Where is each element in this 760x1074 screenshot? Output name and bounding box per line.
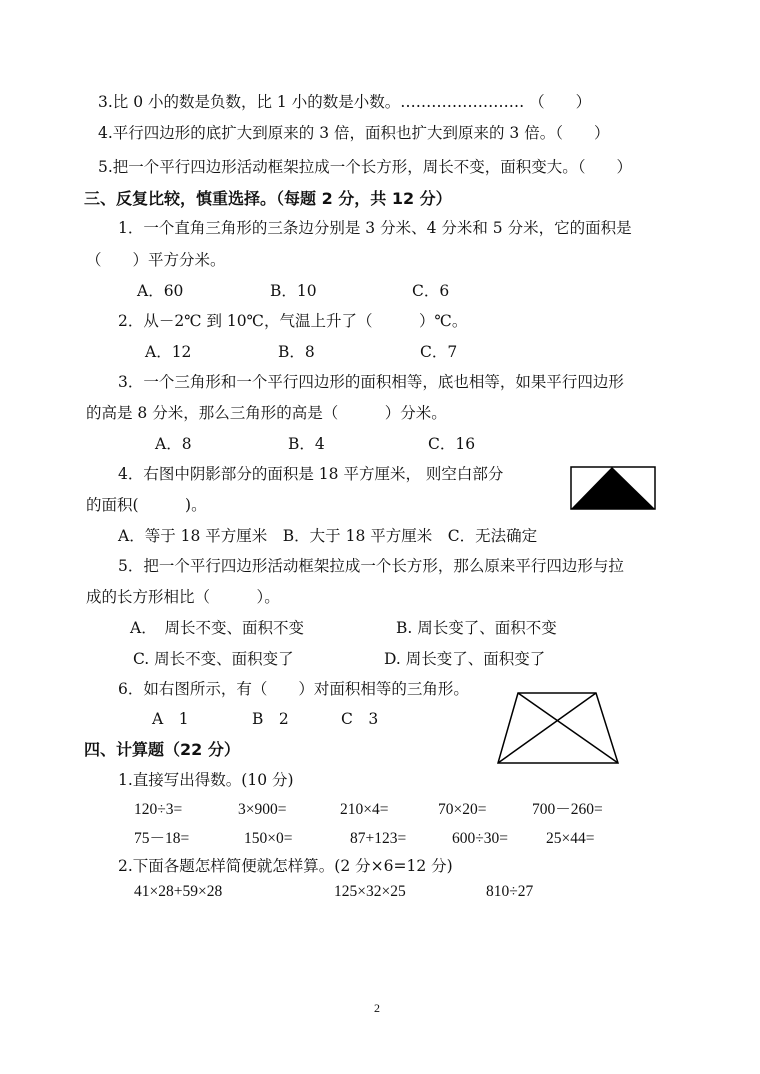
calc-item: 600÷30=: [452, 830, 508, 847]
calc-item: 810÷27: [486, 883, 534, 900]
diagonal-2: [498, 693, 596, 763]
s3-q2-option-a: A．12: [145, 343, 192, 361]
diagonal-1: [518, 693, 618, 763]
shaded-triangle-figure: [570, 466, 656, 510]
s4-part1: 1.直接写出得数。(10 分): [118, 771, 294, 789]
s3-q3-line1: 3．一个三角形和一个平行四边形的面积相等，底也相等，如果平行四边形: [118, 373, 624, 391]
s3-q3-line2: 的高是 8 分米，那么三角形的高是（ ）分米。: [86, 404, 447, 422]
calc-item: 125×32×25: [334, 883, 406, 900]
section4-title: 四、计算题（22 分）: [84, 740, 240, 759]
s3-q4-line1: 4．右图中阴影部分的面积是 18 平方厘米， 则空白部分: [118, 465, 504, 483]
page-number: 2: [374, 1001, 380, 1015]
s3-q1-line2: （ ）平方分米。: [86, 251, 226, 269]
s3-q6-option-c: C 3: [341, 710, 379, 728]
s3-q3-option-b: B．4: [288, 435, 325, 453]
s3-q6: 6．如右图所示，有（ ）对面积相等的三角形。: [118, 680, 469, 698]
s3-q5-option-c: C. 周长不变、面积变了: [133, 650, 294, 668]
calc-item: 41×28+59×28: [134, 883, 223, 900]
judge-q4: 4.平行四边形的底扩大到原来的 3 倍，面积也扩大到原来的 3 倍。（ ）: [98, 124, 610, 142]
calc-item: 210×4=: [340, 801, 389, 818]
calc-item: 75－18=: [134, 830, 190, 847]
s3-q2-option-b: B．8: [278, 343, 315, 361]
s3-q5-option-b: B. 周长变了、面积不变: [396, 619, 557, 637]
calc-item: 70×20=: [438, 801, 487, 818]
s3-q6-option-b: B 2: [252, 710, 289, 728]
calc-item: 120÷3=: [134, 801, 183, 818]
s3-q3-option-a: A．8: [155, 435, 192, 453]
calc-item: 700－260=: [532, 801, 603, 818]
judge-q3: 3.比 0 小的数是负数，比 1 小的数是小数。…………………… （ ）: [98, 93, 592, 111]
calc-item: 25×44=: [546, 830, 595, 847]
s3-q5-line2: 成的长方形相比（ ）。: [86, 588, 280, 606]
calc-item: 87+123=: [350, 830, 407, 847]
trapezoid-outline: [498, 693, 618, 763]
s3-q5-option-d: D. 周长变了、面积变了: [384, 650, 546, 668]
s3-q6-option-a: A 1: [152, 710, 189, 728]
s3-q1-option-c: C．6: [412, 282, 450, 300]
calc-item: 150×0=: [244, 830, 293, 847]
s3-q5-line1: 5．把一个平行四边形活动框架拉成一个长方形，那么原来平行四边形与拉: [118, 557, 624, 575]
s3-q5-option-a: A． 周长不变、面积不变: [130, 619, 304, 637]
s3-q2-option-c: C．7: [420, 343, 458, 361]
section3-title: 三、反复比较，慎重选择。（每题 2 分，共 12 分）: [84, 189, 452, 208]
s3-q3-option-c: C．16: [428, 435, 476, 453]
s3-q4-line2: 的面积( )。: [86, 496, 207, 514]
s4-part2: 2.下面各题怎样简便就怎样算。(2 分×6=12 分): [118, 857, 453, 875]
s3-q4-options: A．等于 18 平方厘米 B．大于 18 平方厘米 C．无法确定: [118, 527, 538, 545]
calc-item: 3×900=: [238, 801, 287, 818]
judge-q5: 5.把一个平行四边形活动框架拉成一个长方形，周长不变，面积变大。（ ）: [98, 158, 633, 176]
s3-q1-line1: 1．一个直角三角形的三条边分别是 3 分米、4 分米和 5 分米，它的面积是: [118, 219, 632, 237]
s3-q1-option-b: B．10: [270, 282, 317, 300]
s3-q2: 2．从－2℃ 到 10℃，气温上升了（ ）℃。: [118, 312, 468, 330]
s3-q1-option-a: A．60: [137, 282, 184, 300]
trapezoid-figure: [496, 690, 620, 766]
